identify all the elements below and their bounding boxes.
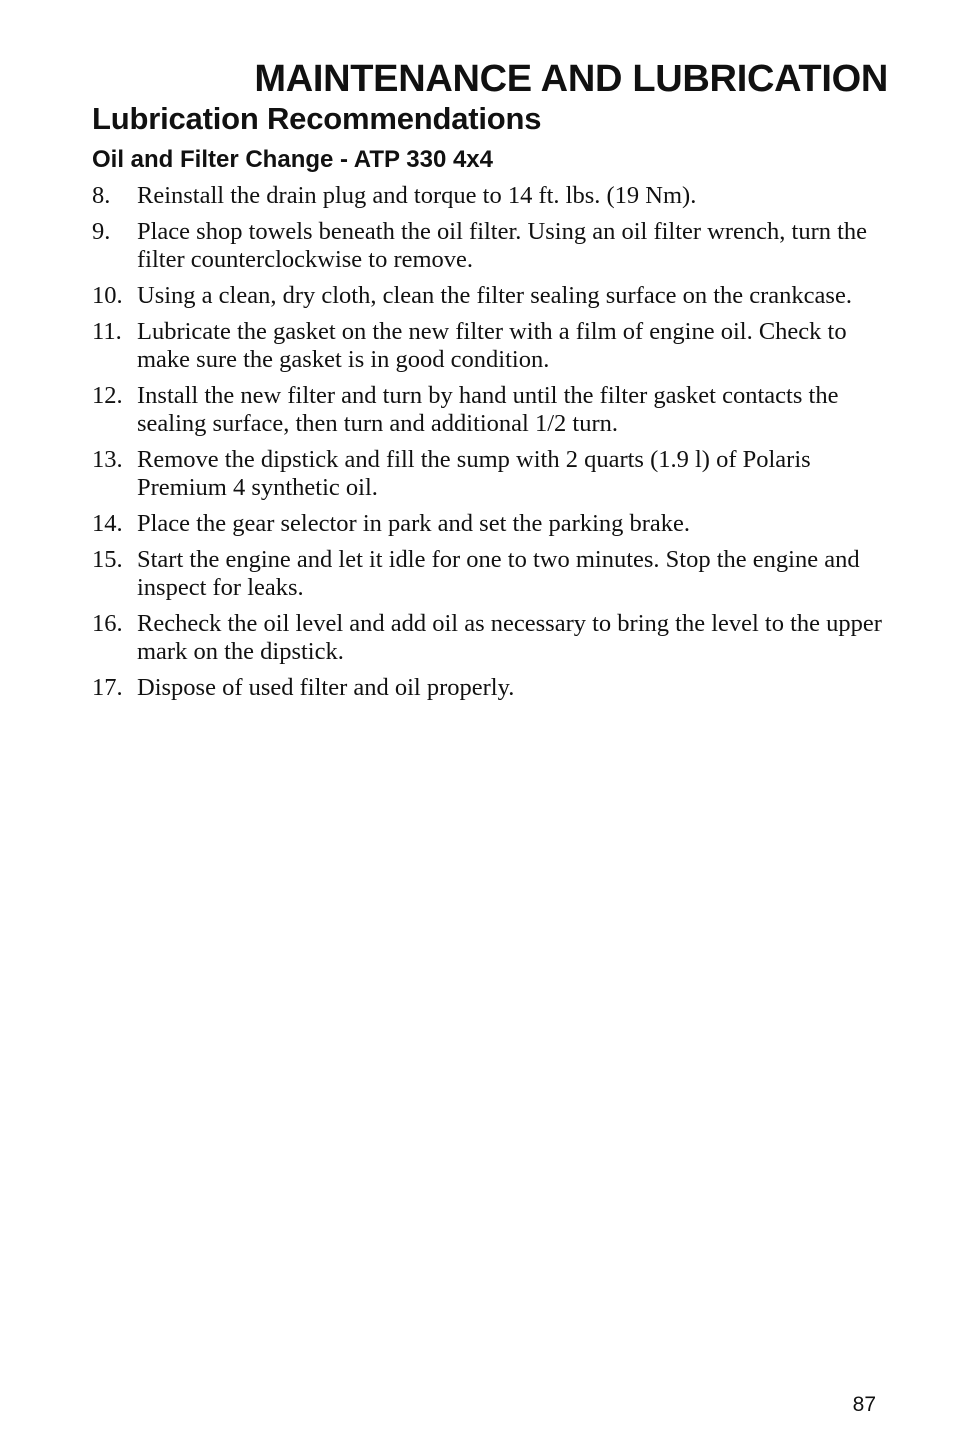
list-item <box>92 318 892 374</box>
step-text: Reinstall the drain plug and torque to 14 ft. lbs. (19 Nm). <box>137 182 697 209</box>
step-number: 13. <box>92 446 123 473</box>
list-item <box>92 446 892 502</box>
step-text: Using a clean, dry cloth, clean the filter sealing surface on the crankcase. <box>137 282 852 309</box>
step-text: Install the new filter and turn by hand until the filter gasket contacts the sealing surface, then turn and additional 1/2 turn. <box>137 382 839 437</box>
step-number: 15. <box>92 546 123 573</box>
page-number: 87 <box>852 1393 876 1416</box>
procedure-steps-list <box>92 182 892 710</box>
page-title: MAINTENANCE AND LUBRICATION <box>254 58 888 100</box>
step-text: Lubricate the gasket on the new filter with a film of engine oil. Check to make sure the gasket is in good condition. <box>137 318 847 373</box>
step-text: Remove the dipstick and fill the sump with 2 quarts (1.9 l) of Polaris Premium 4 synthetic oil. <box>137 446 811 501</box>
section-title: Lubrication Recommendations <box>92 101 542 136</box>
step-text: Recheck the oil level and add oil as necessary to bring the level to the upper mark on the dipstick. <box>137 610 882 665</box>
list-item <box>92 546 892 602</box>
step-number: 11. <box>92 318 122 345</box>
list-item <box>92 382 892 438</box>
step-text: Dispose of used filter and oil properly. <box>137 674 515 701</box>
list-item <box>92 674 892 702</box>
step-number: 16. <box>92 610 123 637</box>
step-text: Place the gear selector in park and set the parking brake. <box>137 510 691 537</box>
step-number: 12. <box>92 382 123 409</box>
step-number: 9. <box>92 218 111 245</box>
step-number: 14. <box>92 510 123 537</box>
step-number: 10. <box>92 282 123 309</box>
step-number: 17. <box>92 674 123 701</box>
list-item <box>92 282 892 310</box>
list-item <box>92 510 892 538</box>
step-text: Start the engine and let it idle for one to two minutes. Stop the engine and inspect for leaks. <box>137 546 860 601</box>
list-item <box>92 182 892 210</box>
list-item <box>92 610 892 666</box>
list-item <box>92 218 892 274</box>
step-text: Place shop towels beneath the oil filter. Using an oil filter wrench, turn the filter counterclockwise to remove. <box>137 218 868 273</box>
subsection-title: Oil and Filter Change - ATP 330 4x4 <box>92 146 494 173</box>
step-number: 8. <box>92 182 111 209</box>
